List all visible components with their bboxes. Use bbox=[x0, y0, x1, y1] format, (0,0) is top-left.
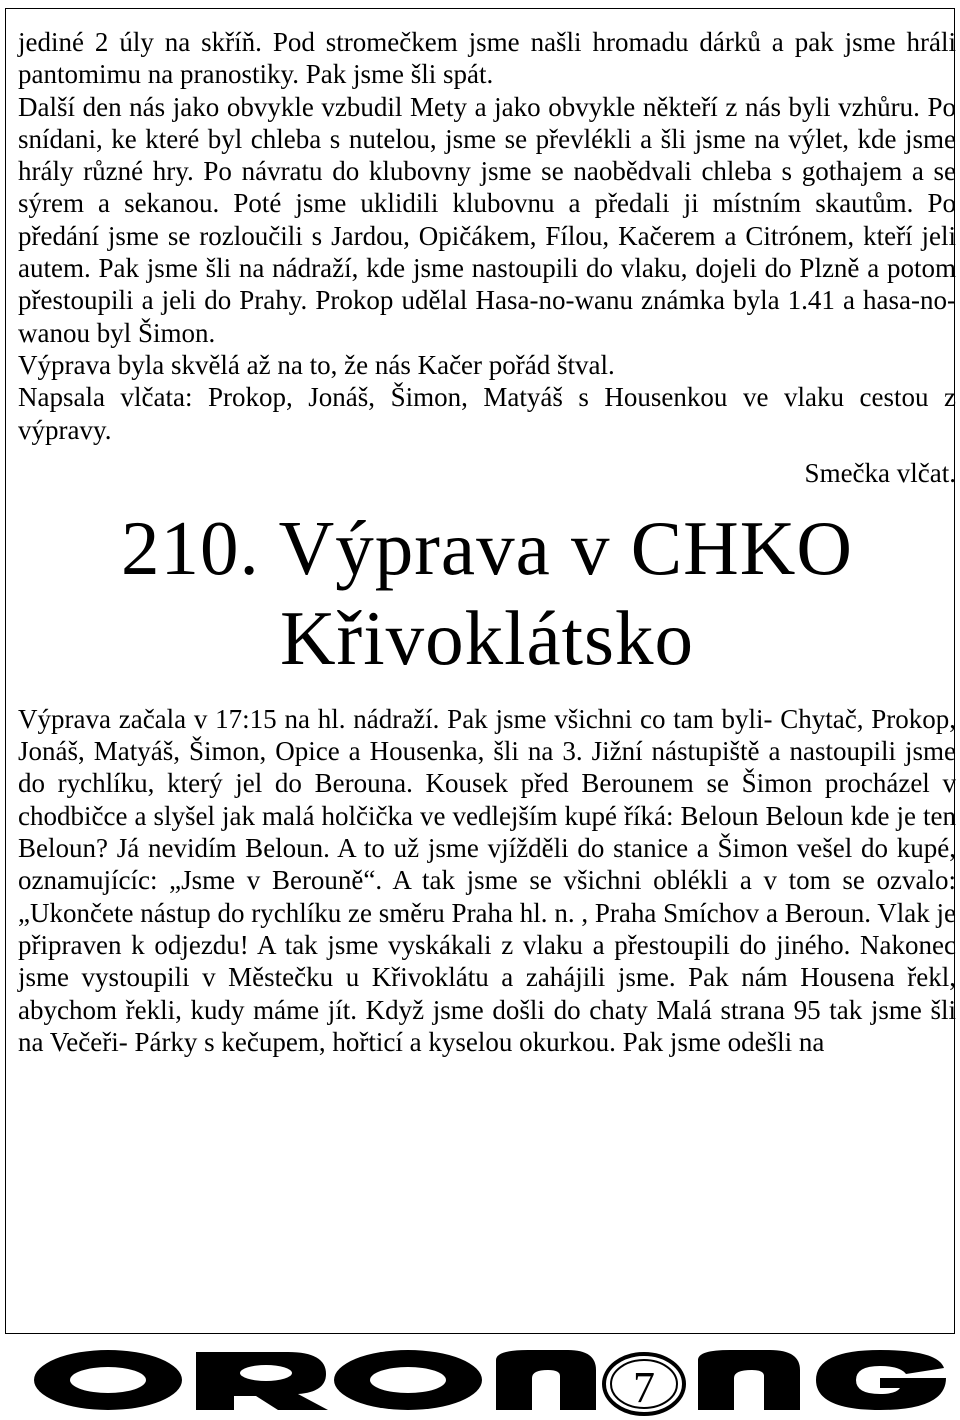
paragraph: Napsala vlčata: Prokop, Jonáš, Šimon, Matyáš s Housenkou ve vlaku cestou z výpravy. bbox=[18, 382, 956, 445]
orong-logo bbox=[8, 1340, 952, 1416]
paragraph: jediné 2 úly na skříň. Pod stromečkem jsme našli hromadu dárků a pak jsme hráli pantomimu na pranostiky. Pak jsme šli spát. bbox=[18, 27, 956, 90]
page-content bbox=[18, 26, 956, 1058]
page-number: 7 bbox=[633, 1363, 655, 1412]
article-title-line-2: Křivoklátsko bbox=[279, 594, 695, 681]
logo-letter-o-icon bbox=[34, 1350, 182, 1410]
logo-letter-g-icon bbox=[816, 1350, 946, 1410]
article-title bbox=[18, 503, 956, 683]
paragraph: Další den nás jako obvykle vzbudil Mety a jako obvykle někteří z nás byli vzhůru. Po snídani, ke které byl chleba s nutelou, jsme se převlékli a šli jsme na výlet, kde jsme hrály různé hry. Po návratu do klubovny jsme se naobědvali chleba s gothajem a se sýrem a sekanou. Poté jsme uklidili klubovnu a předali ji místním skautům. Po předání jsme se rozloučili s Jardou, Opičákem, Fílou, Kačerem a Citrónem, kteří jeli autem. Pak jsme šli na nádraží, kde jsme nastoupili do vlaku, dojeli do Plzně a potom přestoupili a jeli do Prahy. Prokop udělal Hasa-no-wanu známka byla 1.41 a hasa-no-wanou byl Šimon. bbox=[18, 91, 956, 348]
article-title-block bbox=[18, 503, 956, 683]
article-signature: Smečka vlčat. bbox=[804, 457, 956, 488]
logo-letter-o-icon bbox=[334, 1350, 482, 1410]
article-title-line-1: 210. Výprava v CHKO bbox=[121, 504, 853, 591]
page-number-badge bbox=[604, 1354, 684, 1414]
paragraph: Výprava byla skvělá až na to, že nás Kačer pořád štval. bbox=[18, 349, 615, 380]
article-body: Výprava začala v 17:15 na hl. nádraží. Pak jsme všichni co tam byli- Chytač, Prokop, Jonáš, Matyáš, Šimon, Opice a Housenka, šli na 3. Jižní nástupiště a nastoupili jsme do rychlíku, který jel do Berouna. Kousek před Berounem se Šimon procházel v chodbičce a slyšel jak malá holčička ve vedlejším kupé říká: Beloun Beloun kde je ten Beloun? Já nevidím Beloun. A to už jsme vjížděli do stanice a Šimon vešel do kupé, oznamujícíc: „Jsme v Berouně“. A tak jsme se všichni oblékli a v tom se ozvalo: „Ukončete nástup do rychlíku ze směru Praha hl. n. , Praha Smíchov a Beroun. Vlak je připraven k odjezdu! A tak jsme vyskákali z vlaku a přestoupili do jiného. Nakonec jsme vystoupili v Městečku u Křivoklátu a zahájili jsme. Pak nám Housena řekl, abychom řekli, kudy máme jít. Když jsme došli do chaty Malá strana 95 tak jsme šli na Večeři- Párky s kečupem, hořticí a kyselou okurkou. Pak jsme odešli na bbox=[18, 703, 956, 1057]
